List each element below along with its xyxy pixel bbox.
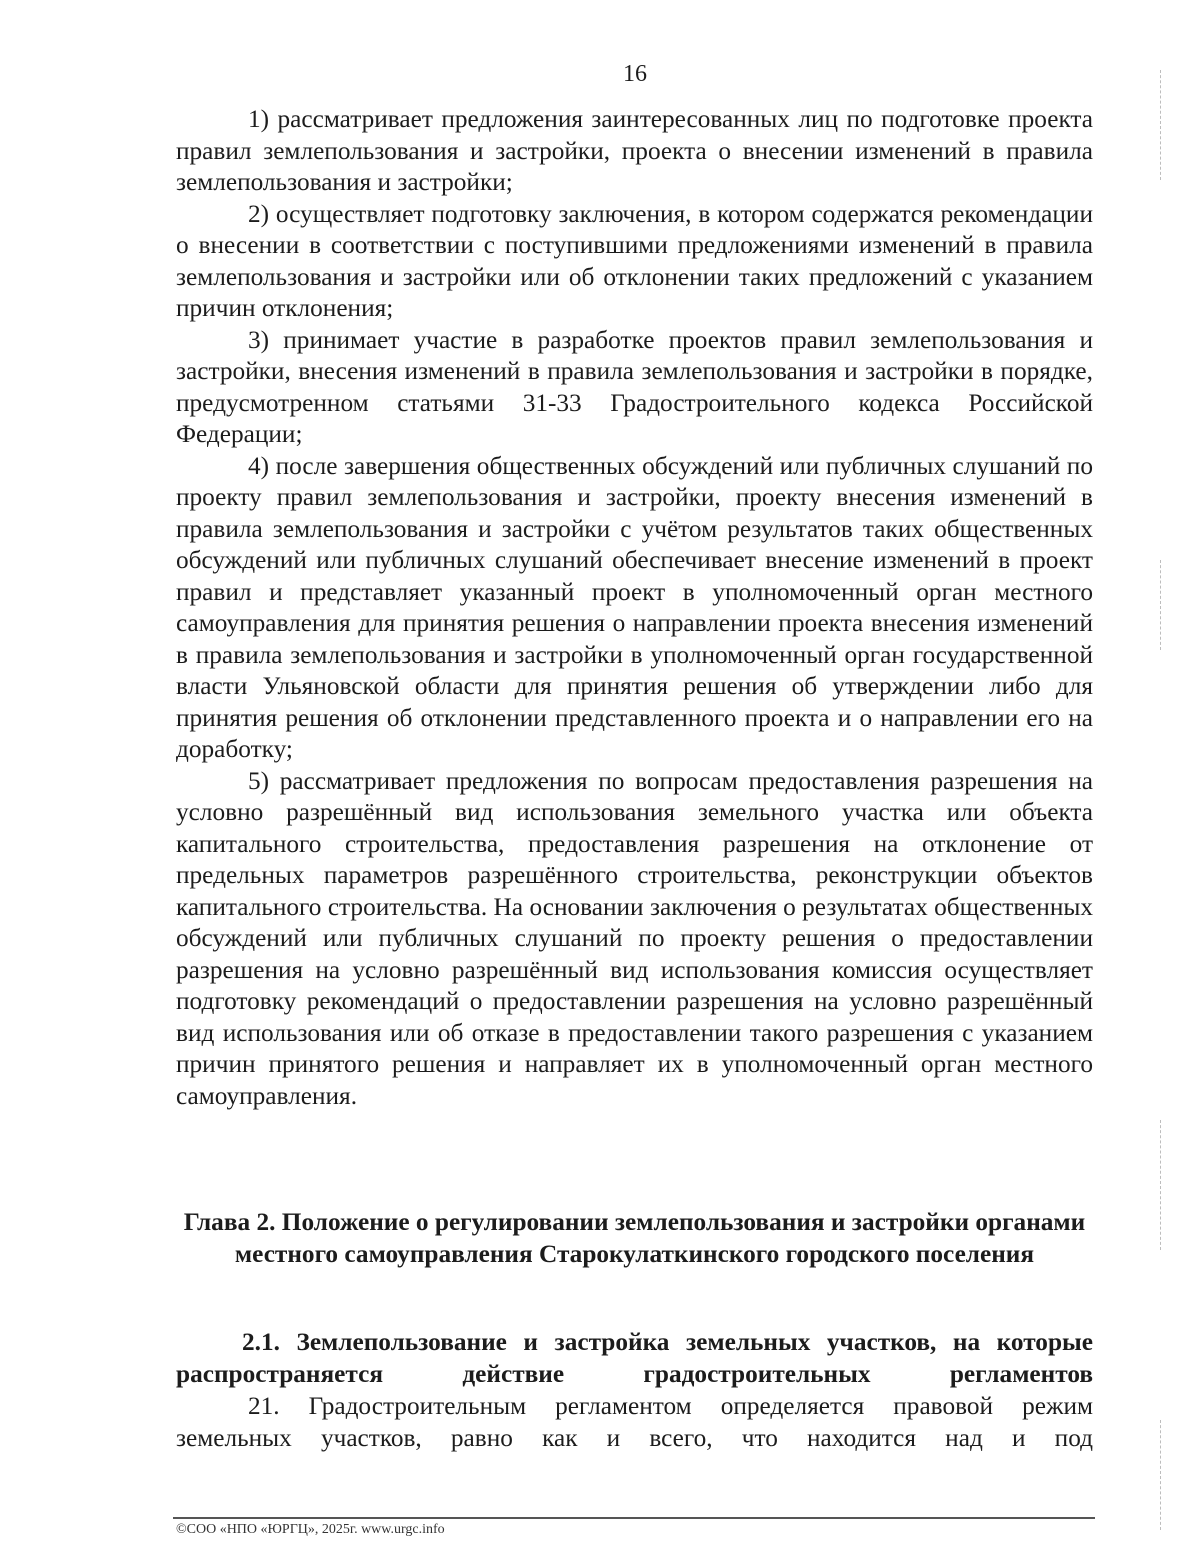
paragraph-item-4: 4) после завершения общественных обсуждений или публичных слушаний по проекту правил землепользования и застройки, проекту внесения изменений в правила землепользования и застройки с учётом результатов таких общественных обсуждений или публичных слушаний обеспечивает внесение изменений в проект правил и представляет указанный проект в уполномоченный орган местного самоуправления для принятия решения о направлении проекта внесения изменений в правила землепользования и застройки в уполномоченный орган государственной власти Ульяновской области для принятия решения об утверждении либо для принятия решения об отклонении представленного проекта и о направлении его на доработку; <box>176 451 1093 763</box>
scan-edge-mark <box>1160 1420 1161 1530</box>
page-number: 16 <box>623 61 647 87</box>
scan-edge-mark <box>1160 560 1161 650</box>
paragraph-item-5: 5) рассматривает предложения по вопросам предоставления разрешения на условно разрешённый вид использования земельного участка или объекта капитального строительства, предоставления разрешения на отклонение от предельных параметров разрешённого строительства, реконструкции объектов капитального строительства. На основании заключения о результатах общественных обсуждений или публичных слушаний по проекту решения о предоставлении разрешения на условно разрешённый вид использования комиссия осуществляет подготовку рекомендаций о предоставлении разрешения на условно разрешённый вид использования или об отказе в предоставлении такого разрешения с указанием причин принятого решения и направляет их в уполномоченный орган местного самоуправления. <box>176 766 1093 1110</box>
footer-divider <box>173 1517 1095 1519</box>
paragraph-item-1: 1) рассматривает предложения заинтересованных лиц по подготовке проекта правил землепользования и застройки, проекта о внесении изменений в правила землепользования и застройки; <box>176 105 1093 196</box>
paragraph-item-2: 2) осуществляет подготовку заключения, в котором содержатся рекомендации о внесении в соответствии с поступившими предложениями изменений в правила землепользования и застройки или об отклонении таких предложений с указанием причин отклонения; <box>176 199 1093 322</box>
paragraph-item-3: 3) принимает участие в разработке проектов правил землепользования и застройки, внесения изменений в правила землепользования и застройки в порядке, предусмотренном статьями 31-33 Градостроительного кодекса Российской Федерации; <box>176 325 1093 448</box>
body-text <box>176 104 1093 1112</box>
section-heading: 2.1. Землепользование и застройка земельных участков, на которые распространяется действие градостроительных регламентов <box>176 1328 1093 1388</box>
chapter-heading: Глава 2. Положение о регулировании землепользования и застройки органами местного самоуправления Старокулаткинского городского поселения <box>183 1208 1086 1268</box>
scan-edge-mark <box>1160 70 1161 180</box>
scan-edge-mark <box>1160 1120 1161 1250</box>
section-paragraph: 21. Градостроительным регламентом определяется правовой режим земельных участков, равно как и всего, что находится над и под <box>176 1392 1093 1452</box>
footer-copyright: ©СОО «НПО «ЮРГЦ», 2025г. www.urgc.info <box>176 1522 445 1537</box>
